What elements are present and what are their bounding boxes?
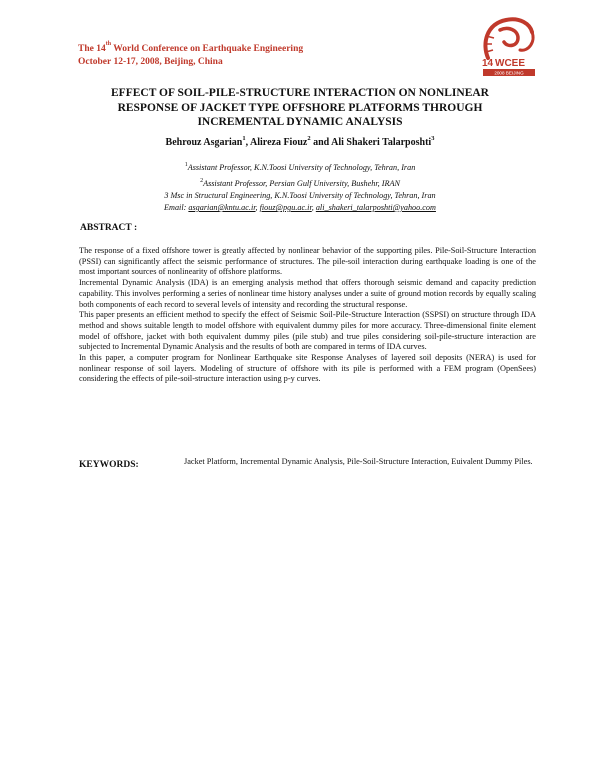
logo-subtext: 2008 BEIJING: [494, 70, 524, 76]
affiliation-1: $^1$Assistant Professor, K.N.Toosi University of Technology, Tehran, Iran: [184, 162, 416, 172]
abstract-paragraph-1: The response of a fixed offshore tower is greatly affected by nonlinear behavior of the supporting piles. Pile-Soil-Structure Interaction (PSSI) can significantly affect the seismic performance of structures. The pile-soil interaction during earthquake loading is one of the most important sources of nonlinearity of offshore platforms.: [79, 246, 536, 277]
abstract-paragraph-3: This paper presents an efficient method to specify the effect of Seismic Soil-Pile-Structure Interaction (SSPSI) on structure through IDA method and shows suitable length to model offshore with equivalent dummy piles for more accuracy. Three-dimensional finite element model of offshore, jacket with both equivalent dummy piles (pile stub) and true piles considering soil-pile-structure interaction are subjected to Incremental Dynamic Analysis and the results of both are compared in terms of IDA curves.: [79, 310, 536, 352]
abstract-paragraph-4: In this paper, a computer program for Nonlinear Earthquake site Response Analyses of layered soil deposits (NERA) is used for nonlinear response of soil layers. Modeling of structure of offshore with its pile is performed with a FEM program (OpenSees) considering the effects of pile-soil-structure interaction using p-y curves.: [79, 353, 536, 384]
email-line: Email: asgarian@kntu.ac.ir, fiouz@pgu.ac.ir, ali_shakeri_talarposhti@yahoo.com: [164, 203, 436, 212]
abstract-paragraph-2: Incremental Dynamic Analysis (IDA) is an emerging analysis method that offers thorough seismic demand and capacity prediction capability. This involves performing a series of nonlinear time history analyses under a suite of ground motion records by equally scaling both components of each record to several levels of intensity and recording the structural response.: [79, 278, 536, 309]
affiliation-3: 3 Msc in Structural Engineering, K.N.Toosi University of Technology, Tehran, Iran: [164, 191, 436, 200]
keywords-text: Jacket Platform, Incremental Dynamic Analysis, Pile-Soil-Structure Interaction, Euivalent Dummy Piles.: [184, 457, 533, 466]
keywords-heading: KEYWORDS:: [79, 460, 139, 470]
affiliation-2: $^2$Assistant Professor, Persian Gulf University, Bushehr, IRAN: [200, 178, 400, 188]
paper-title: EFFECT OF SOIL-PILE-STRUCTURE INTERACTION ON NONLINEAR RESPONSE OF JACKET TYPE OFFSHORE PLATFORMS THROUGH INCREMENTAL DYNAMIC ANALYSIS: [111, 87, 489, 128]
abstract-heading: ABSTRACT :: [80, 223, 138, 233]
logo-acronym: WCEE: [495, 58, 525, 69]
conference-line-2: October 12-17, 2008, Beijing, China: [78, 57, 223, 67]
conference-line-1: The 14th World Conference on Earthquake Engineering: [78, 41, 304, 54]
conference-header: [78, 38, 303, 69]
email-link-2[interactable]: fiouz@pgu.ac.ir: [259, 203, 312, 212]
email-link-3[interactable]: ali_shakeri_talarposhti@yahoo.com: [315, 203, 436, 212]
logo-number: 14: [482, 58, 494, 69]
abstract-body: [79, 246, 536, 385]
email-link-1[interactable]: asgarian@kntu.ac.ir: [188, 203, 256, 212]
wcee-logo: [478, 14, 540, 78]
author-list: Behrouz Asgarian$^1$, Alireza Fiouz$^2$ and Ali Shakeri Talarposhti$^3$: [165, 135, 435, 148]
